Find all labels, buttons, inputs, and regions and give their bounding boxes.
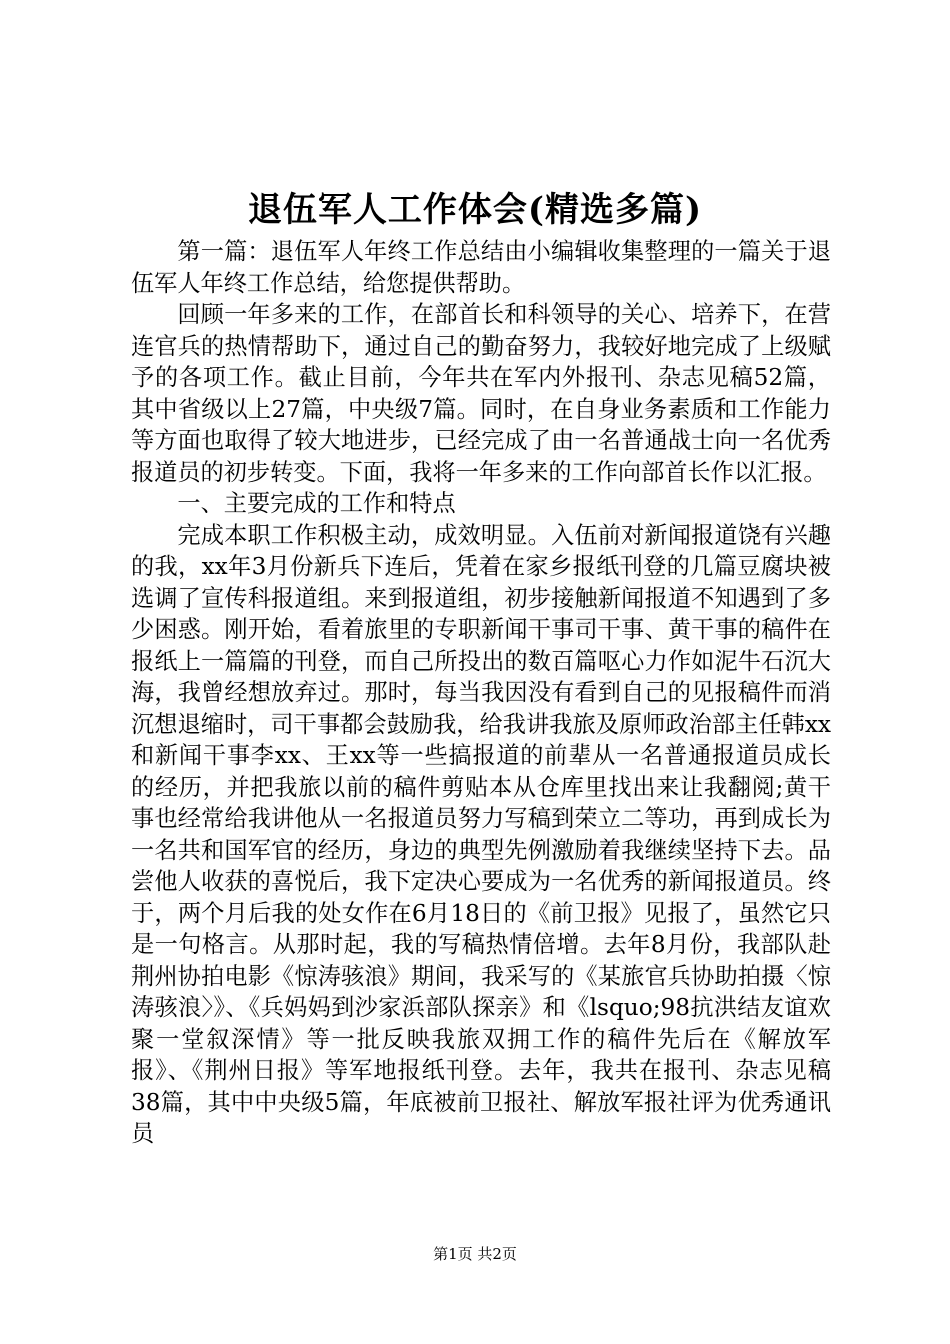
paragraph-review: 回顾一年多来的工作，在部首长和科领导的关心、培养下，在营连官兵的热情帮助下，通过自己的勤奋努力，我较好地完成了上级赋予的各项工作。截止目前，今年共在军内外报刊、杂志见稿52篇，其中省级以上27篇，中央级7篇。同时，在自身业务素质和工作能力等方面也取得了较大地进步，已经完成了由一名普通战士向一名优秀报道员的初步转变。下面，我将一年多来的工作向部首长作以汇报。: [131, 301, 831, 486]
document-body: [131, 236, 831, 1150]
page-footer: 第1页 共2页: [433, 1245, 517, 1263]
paragraph-work-details: 完成本职工作积极主动，成效明显。入伍前对新闻报道饶有兴趣的我，xx年3月份新兵下连后，凭着在家乡报纸刊登的几篇豆腐块被选调了宣传科报道组。来到报道组，初步接触新闻报道不知遇到了多少困惑。刚开始，看着旅里的专职新闻干事司干事、黄干事的稿件在报纸上一篇篇的刊登，而自己所投出的数百篇呕心力作如泥牛石沉大海，我曾经想放弃过。那时，每当我因没有看到自己的见报稿件而消沉想退缩时，司干事都会鼓励我，给我讲我旅及原师政治部主任韩xx和新闻干事李xx、王xx等一些搞报道的前辈从一名普通报道员成长的经历，并把我旅以前的稿件剪贴本从仓库里找出来让我翻阅;黄干事也经常给我讲他从一名报道员努力写稿到荣立二等功，再到成长为一名共和国军官的经历，身边的典型先例激励着我继续坚持下去。品尝他人收获的喜悦后，我下定决心要成为一名优秀的新闻报道员。终于，两个月后我的处女作在6月18日的《前卫报》见报了，虽然它只是一句格言。从那时起，我的写稿热情倍增。去年8月份，我部队赴荆州协拍电影《惊涛骇浪》期间，我采写的《某旅官兵协助拍摄〈惊涛骇浪〉》、《兵妈妈到沙家浜部队探亲》和《lsquo;98抗洪结友谊欢聚一堂叙深情》等一批反映我旅双拥工作的稿件先后在《解放军报》、《荆州日报》等军地报纸刊登。去年，我共在报刊、杂志见稿38篇，其中中央级5篇，年底被前卫报社、解放军报社评为优秀通讯员: [131, 521, 831, 1147]
document-title: 退伍军人工作体会(精选多篇): [247, 190, 703, 230]
paragraph-intro: 第一篇：退伍军人年终工作总结由小编辑收集整理的一篇关于退伍军人年终工作总结，给您提供帮助。: [131, 238, 831, 297]
section-heading: 一、主要完成的工作和特点: [177, 490, 456, 517]
